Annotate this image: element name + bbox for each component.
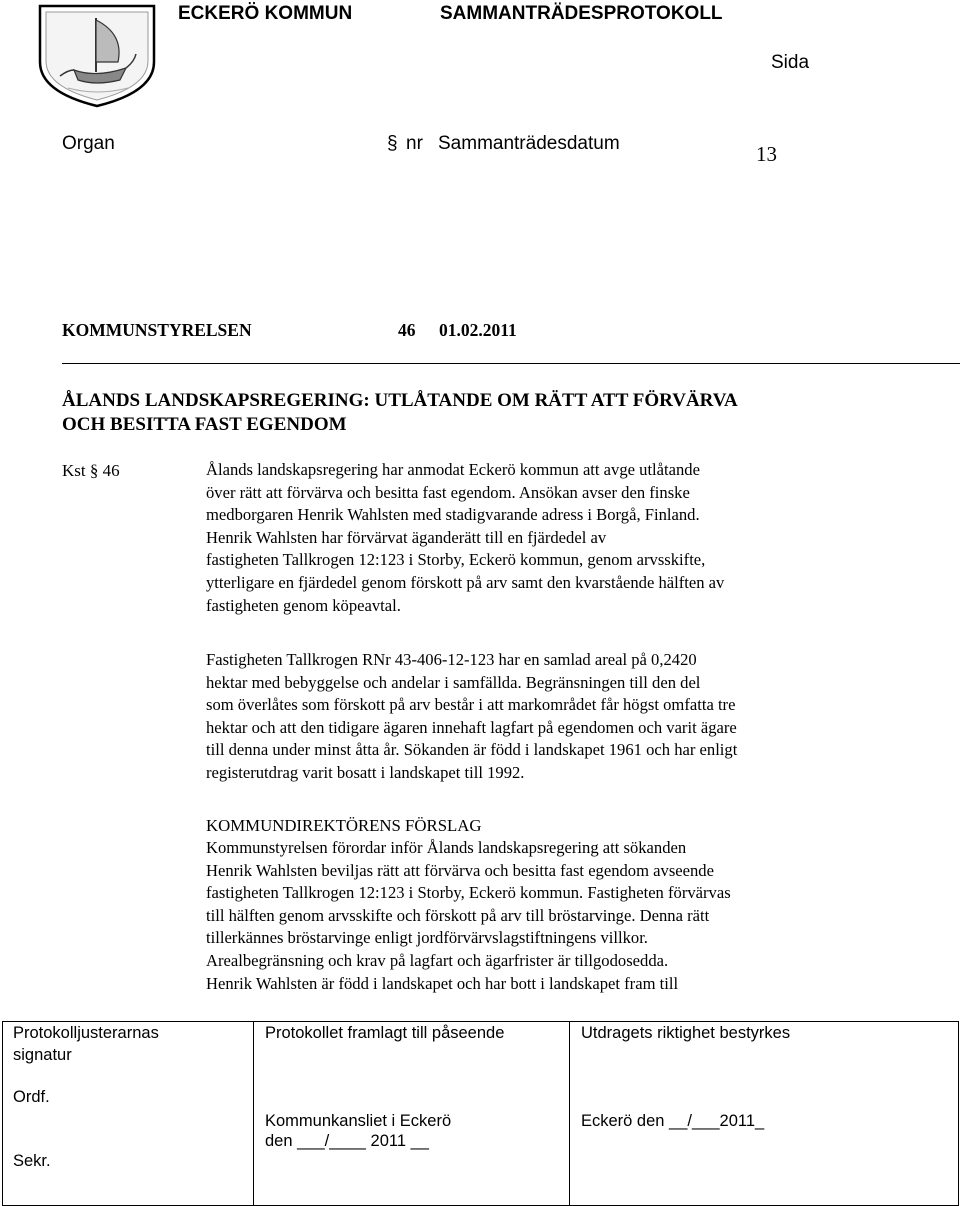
text-line: som överlåtes som förskott på arv består i att markområdet får högst omfatta tre (206, 695, 736, 715)
paragraph-application (206, 459, 724, 617)
item-title-line-2: OCH BESITTA FAST EGENDOM (62, 414, 347, 435)
text-line: ytterligare en fjärdedel genom förskott på arv samt den kvarstående hälften av (206, 572, 725, 592)
text-line: fastigheten Tallkrogen 12:123 i Storby, Eckerö kommun. Fastigheten förvärvas (206, 883, 731, 903)
signature-label: Protokolljusterarnas (13, 1024, 159, 1042)
proposal-heading: KOMMUNDIREKTÖRENS FÖRSLAG (206, 816, 482, 835)
text-line: Fastigheten Tallkrogen RNr 43-406-12-123 har en samlad areal på 0,2420 (206, 650, 697, 669)
text-line: över rätt att förvärva och besitta fast egendom. Ansökan avser den finske (206, 482, 690, 502)
municipality-coat-of-arms-icon (38, 4, 156, 108)
text-line: Arealbegränsning och krav på lagfart och ägarfrister är tillgodosedda. (206, 950, 669, 970)
text-line: Henrik Wahlsten är född i landskapet och har bott i landskapet fram till (206, 973, 679, 993)
nr-label: nr (406, 133, 423, 154)
text-line: fastigheten Tallkrogen 12:123 i Storby, Eckerö kommun, genom arvsskifte, (206, 550, 706, 570)
posted-title: Protokollet framlagt till påseende (265, 1024, 505, 1042)
signature-table (2, 1021, 959, 1206)
meeting-date: 01.02.2011 (439, 320, 517, 340)
page-label: Sida (771, 52, 810, 73)
text-line: till denna under minst åtta år. Sökanden är född i landskapet 1961 och har enligt (206, 740, 738, 760)
municipality-name: ECKERÖ KOMMUN (178, 3, 353, 24)
certified-date: Eckerö den __/___2011_ (581, 1112, 765, 1130)
posted-place: Kommunkansliet i Eckerö (265, 1112, 452, 1130)
meeting-number: 46 (398, 320, 416, 340)
document-type: SAMMANTRÄDESPROTOKOLL (440, 3, 723, 24)
text-line: registerutdrag varit bosatt i landskapet till 1992. (206, 762, 525, 782)
text-line: medborgaren Henrik Wahlsten med stadigvarande adress i Borgå, Finland. (206, 505, 700, 525)
paragraph-proposal (206, 837, 731, 995)
text-line: fastigheten genom köpeavtal. (206, 595, 401, 615)
table-divider (569, 1022, 570, 1205)
text-line: till hälften genom arvsskifte och förskott på arv till bröstarvinge. Denna rätt (206, 905, 710, 925)
posted-date: den ___/____ 2011 __ (265, 1132, 429, 1150)
secretary-label: Sekr. (13, 1152, 51, 1170)
organ-label: Organ (62, 133, 115, 154)
text-line: hektar och att den tidigare ägaren innehaft lagfart på egendomen och varit ägare (206, 717, 737, 737)
section-symbol: § (387, 133, 398, 154)
item-title-line-1: ÅLANDS LANDSKAPSREGERING: UTLÅTANDE OM RÄTT ATT FÖRVÄRVA (62, 390, 738, 411)
item-reference: Kst § 46 (62, 461, 120, 480)
text-line: Henrik Wahlsten beviljas rätt att förvärva och besitta fast egendom avseende (206, 860, 714, 880)
text-line: tillerkännes bröstarvinge enligt jordförvärvslagstiftningens villkor. (206, 928, 648, 948)
date-label: Sammanträdesdatum (438, 133, 620, 154)
signature-label-2: signatur (13, 1046, 72, 1064)
table-divider (253, 1022, 254, 1205)
text-line: Henrik Wahlsten har förvärvat äganderätt till en fjärdedel av (206, 527, 607, 547)
header-divider (62, 363, 960, 364)
chairman-label: Ordf. (13, 1088, 50, 1106)
certified-title: Utdragets riktighet bestyrkes (581, 1024, 791, 1042)
text-line: Ålands landskapsregering har anmodat Eckerö kommun att avge utlåtande (206, 460, 700, 479)
page-number: 13 (756, 142, 777, 166)
text-line: hektar med bebyggelse och andelar i samfällda. Begränsningen till den del (206, 672, 701, 692)
meeting-organ: KOMMUNSTYRELSEN (62, 320, 252, 340)
paragraph-property (206, 649, 737, 785)
text-line: Kommunstyrelsen förordar inför Ålands landskapsregering att sökanden (206, 838, 687, 857)
